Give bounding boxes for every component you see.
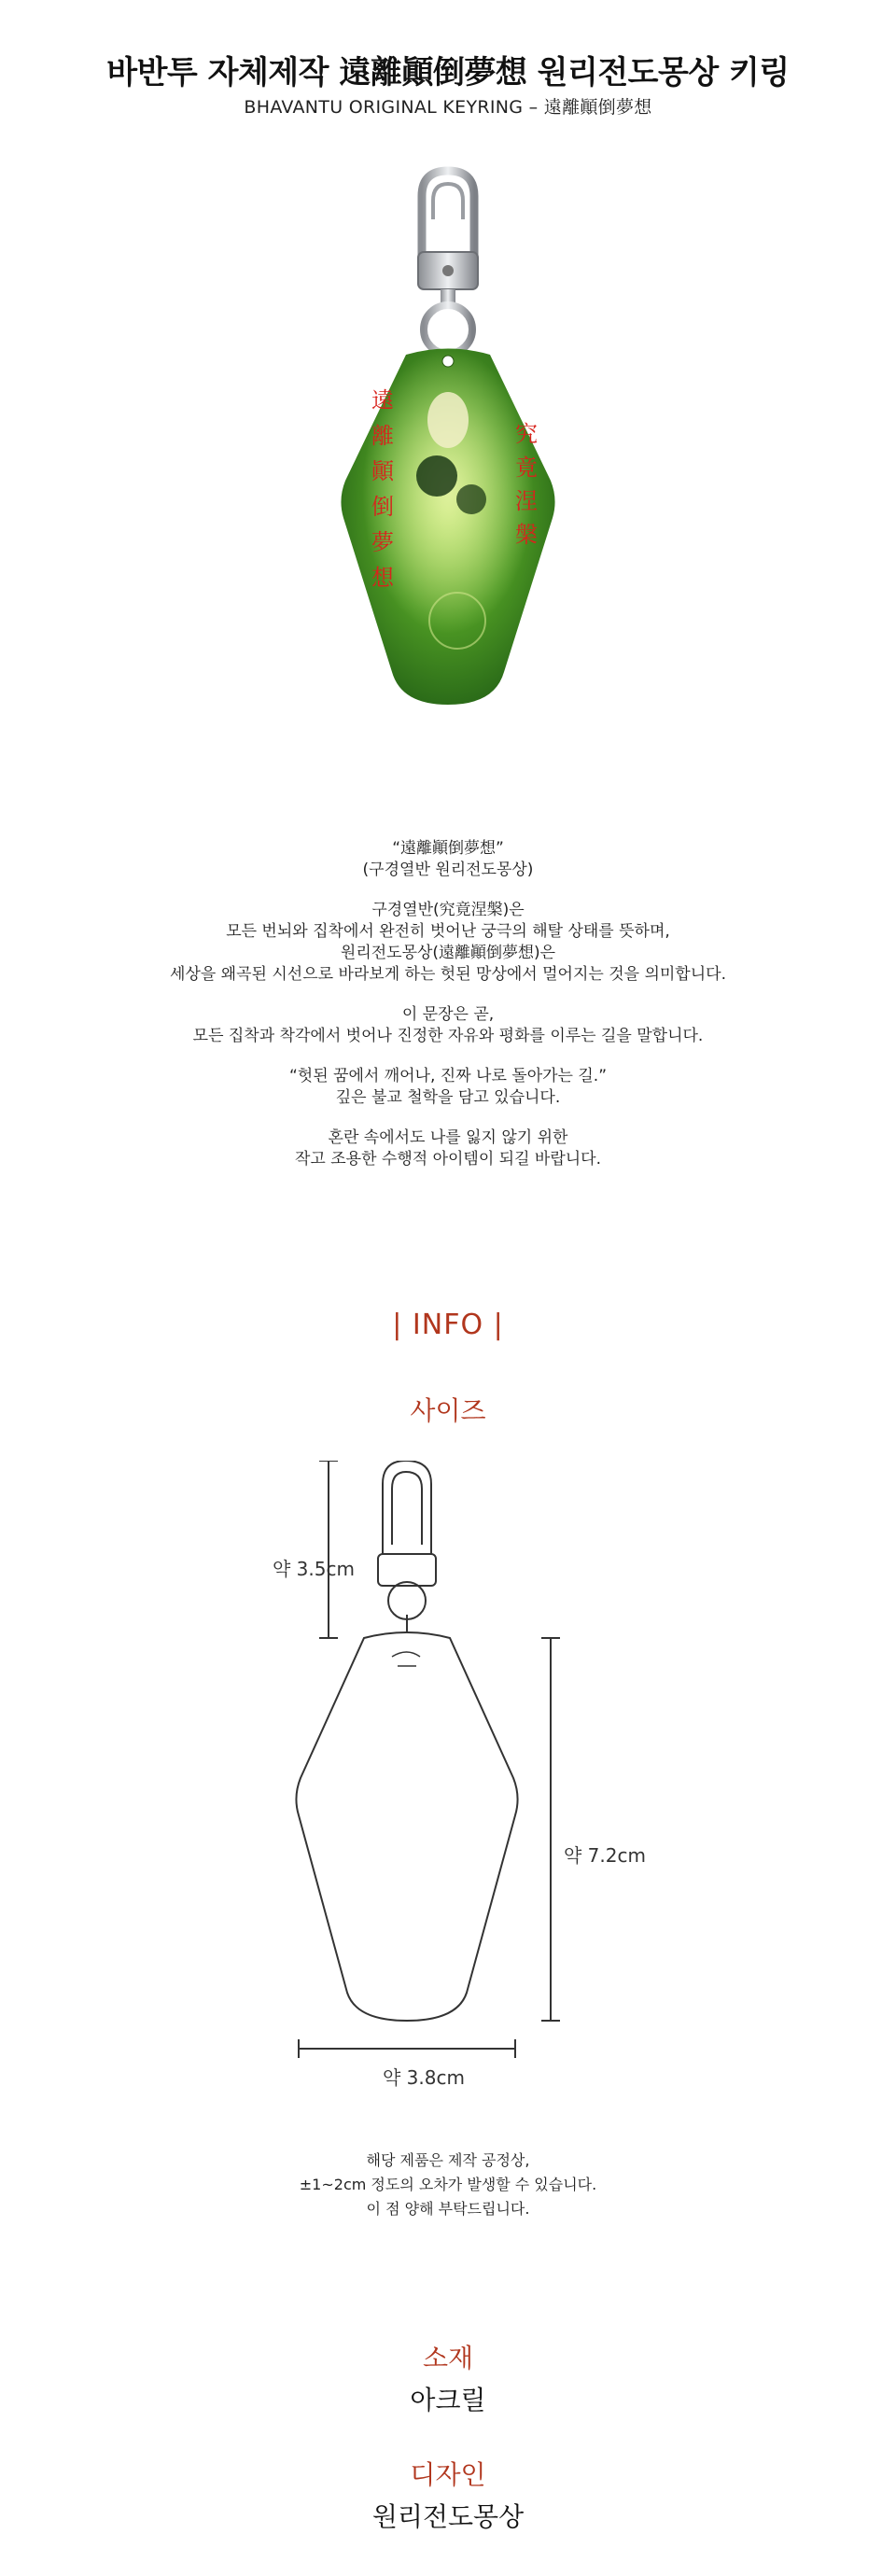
material-heading: 소재	[422, 2343, 474, 2373]
quote-title: “遠離顚倒夢想”	[392, 839, 504, 858]
keyring-product-image	[317, 163, 579, 798]
page-title: 바반투 자체제작 遠離顚倒夢想 원리전도몽상 키링	[106, 54, 790, 91]
desc-line: 모든 집착과 착각에서 벗어나 진정한 자유와 평화를 이루는 길을 말합니다.	[192, 1027, 704, 1045]
design-heading: 디자인	[410, 2459, 486, 2490]
desc-line: 이 문장은 곧,	[401, 1005, 495, 1024]
quote-reading: (구경열반 원리전도몽상)	[362, 861, 534, 879]
desc-line: 모든 번뇌와 집착에서 완전히 벗어난 궁극의 해탈 상태를 뜻하며,	[226, 922, 670, 941]
clasp-icon	[418, 171, 478, 354]
dim-width-label: 약 3.8cm	[383, 2066, 465, 2089]
tolerance-line: ±1~2cm 정도의 오차가 발생할 수 있습니다.	[299, 2176, 597, 2193]
left-vertical-text: 遠離顚倒夢想	[371, 387, 394, 591]
clasp-outline-icon	[383, 1461, 431, 1554]
page-subtitle: BHAVANTU ORIGINAL KEYRING – 遠離顚倒夢想	[244, 97, 652, 118]
size-heading: 사이즈	[410, 1395, 486, 1426]
tolerance-line: 해당 제품은 제작 공정상,	[366, 2151, 530, 2169]
design-value: 원리전도몽상	[371, 2501, 525, 2532]
desc-line: 깊은 불교 철학을 담고 있습니다.	[335, 1088, 561, 1107]
tolerance-line: 이 점 양해 부탁드립니다.	[366, 2200, 530, 2218]
info-heading: | INFO |	[392, 1309, 504, 1341]
desc-line: 혼란 속에서도 나를 잃지 않기 위한	[328, 1128, 568, 1147]
tolerance-note	[0, 2149, 896, 2221]
acrylic-outline	[296, 1632, 517, 2021]
desc-line: 작고 조용한 수행적 아이템이 되길 바랍니다.	[294, 1150, 602, 1169]
dim-body-label: 약 7.2cm	[564, 1844, 646, 1867]
desc-line: 세상을 왜곡된 시선으로 바라보게 하는 헛된 망상에서 멀어지는 것을 의미합니다.	[170, 965, 726, 984]
desc-line: 구경열반(究竟涅槃)은	[371, 901, 525, 919]
right-vertical-text: 究竟涅槃	[515, 421, 538, 548]
desc-line: “헛된 꿈에서 깨어나, 진짜 나로 돌아가는 길.”	[288, 1067, 608, 1085]
description-block	[0, 838, 896, 1170]
material-value: 아크릴	[410, 2385, 486, 2415]
desc-line: 원리전도몽상(遠離顚倒夢想)은	[340, 944, 556, 962]
dim-clasp-label: 약 3.5cm	[273, 1558, 355, 1580]
